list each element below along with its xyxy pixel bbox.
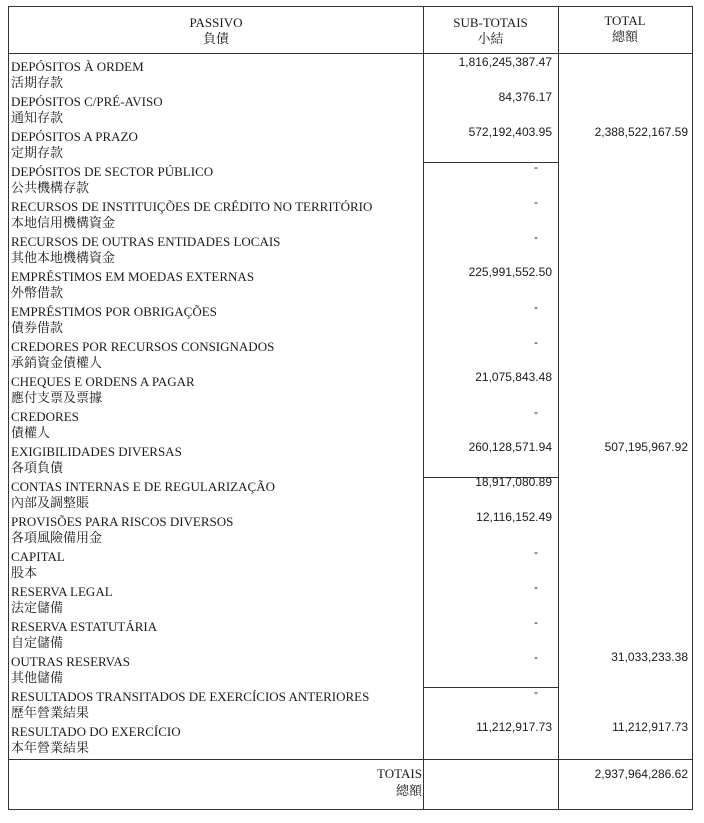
row-label-zh: 各項風險備用金: [11, 530, 103, 545]
table-row: [11, 374, 195, 406]
grand-total-value: 2,937,964,286.62: [594, 767, 688, 781]
row-label-pt: RESULTADOS TRANSITADOS DE EXERCÍCIOS ANTERIORES: [11, 689, 370, 704]
table-row: [11, 129, 138, 161]
row-label-pt: CHEQUES E ORDENS A PAGAR: [11, 374, 195, 389]
totals-rule: [9, 759, 692, 760]
row-total-value: 31,033,233.38: [611, 650, 688, 664]
table-row: [11, 444, 182, 476]
row-subtotal-value: -: [534, 195, 538, 209]
row-label-zh: 自定儲備: [11, 635, 64, 650]
table-row: [11, 549, 65, 581]
row-label-pt: PROVISÕES PARA RISCOS DIVERSOS: [11, 514, 234, 529]
table-row: [11, 234, 280, 266]
row-label-zh: 公共機構存款: [11, 180, 90, 195]
table-row: [11, 94, 163, 126]
row-subtotal-value: -: [534, 160, 538, 174]
row-subtotal-value: 21,075,843.48: [475, 370, 552, 384]
table-row: [11, 619, 157, 651]
row-label-zh: 通知存款: [11, 110, 64, 125]
table-row: [11, 199, 372, 231]
row-label-pt: CONTAS INTERNAS E DE REGULARIZAÇÃO: [11, 479, 276, 494]
header-passivo-zh: 負債: [202, 31, 229, 46]
row-label-zh: 各項負債: [11, 460, 64, 475]
table-row: [11, 339, 274, 371]
table-row: [11, 164, 213, 196]
row-label-pt: OUTRAS RESERVAS: [11, 654, 130, 669]
row-label-zh: 歷年營業結果: [11, 705, 90, 720]
row-label-zh: 應付支票及票據: [11, 390, 103, 405]
row-label-pt: DEPÓSITOS DE SECTOR PÚBLICO: [11, 164, 214, 179]
header-passivo-pt: PASSIVO: [189, 15, 243, 30]
row-label-pt: CAPITAL: [11, 549, 65, 564]
balance-sheet-table: [8, 6, 693, 810]
row-label-pt: RECURSOS DE OUTRAS ENTIDADES LOCAIS: [11, 234, 281, 249]
header-subtotais: [423, 15, 558, 47]
row-subtotal-value: -: [534, 405, 538, 419]
header-subtotais-pt: SUB-TOTAIS: [453, 15, 528, 30]
row-subtotal-value: -: [534, 580, 538, 594]
row-subtotal-value: -: [534, 685, 538, 699]
row-subtotal-value: -: [534, 650, 538, 664]
header-total-zh: 總額: [611, 29, 638, 44]
table-row: [11, 269, 254, 301]
table-row: [11, 479, 275, 511]
table-row: [11, 584, 113, 616]
row-label-pt: DEPÓSITOS À ORDEM: [11, 59, 144, 74]
row-subtotal-value: -: [534, 230, 538, 244]
row-subtotal-value: -: [534, 300, 538, 314]
row-label-zh: 其他儲備: [11, 670, 64, 685]
row-label-zh: 定期存款: [11, 145, 64, 160]
header-total: [558, 13, 692, 45]
row-total-value: 11,212,917.73: [612, 720, 688, 734]
row-label-zh: 活期存款: [11, 75, 64, 90]
table-row: [11, 654, 130, 686]
row-total-value: 507,195,967.92: [604, 440, 688, 454]
row-subtotal-value: 260,128,571.94: [468, 440, 552, 454]
row-label-zh: 法定儲備: [11, 600, 64, 615]
row-subtotal-value: 572,192,403.95: [468, 125, 552, 139]
row-label-pt: EMPRÉSTIMOS POR OBRIGAÇÕES: [11, 304, 217, 319]
row-subtotal-value: -: [534, 545, 538, 559]
row-label-pt: RESERVA LEGAL: [11, 584, 113, 599]
row-label-zh: 內部及調整賬: [11, 495, 90, 510]
totals-label-zh: 總額: [395, 783, 422, 798]
row-subtotal-value: 18,917,080.89: [475, 475, 552, 489]
row-label-pt: CREDORES POR RECURSOS CONSIGNADOS: [11, 339, 275, 354]
row-label-zh: 股本: [11, 565, 38, 580]
header-subtotais-zh: 小結: [477, 31, 504, 46]
row-label-zh: 債券借款: [11, 320, 64, 335]
row-label-pt: RESERVA ESTATUTÁRIA: [11, 619, 158, 634]
row-subtotal-value: 11,212,917.73: [476, 720, 552, 734]
row-label-pt: EXIGIBILIDADES DIVERSAS: [11, 444, 182, 459]
row-label-pt: RECURSOS DE INSTITUIÇÕES DE CRÉDITO NO TERRITÓRIO: [11, 199, 373, 214]
row-subtotal-value: 84,376.17: [498, 90, 552, 104]
header-passivo: [9, 15, 423, 47]
row-total-value: 2,388,522,167.59: [594, 125, 688, 139]
row-label-zh: 債權人: [11, 425, 51, 440]
table-row: [11, 514, 233, 546]
row-label-pt: RESULTADO DO EXERCÍCIO: [11, 724, 181, 739]
totals-label: [377, 765, 422, 799]
totals-label-pt: TOTAIS: [377, 766, 422, 781]
row-label-zh: 外幣借款: [11, 285, 64, 300]
row-label-pt: EMPRÉSTIMOS EM MOEDAS EXTERNAS: [11, 269, 255, 284]
row-label-pt: DEPÓSITOS C/PRÉ-AVISO: [11, 94, 163, 109]
header-rule: [9, 53, 692, 54]
row-label-zh: 本地信用機構資金: [11, 215, 116, 230]
row-subtotal-value: 225,991,552.50: [468, 265, 552, 279]
row-subtotal-value: -: [534, 615, 538, 629]
table-row: [11, 304, 217, 336]
row-subtotal-value: 12,116,152.49: [476, 510, 552, 524]
header-total-pt: TOTAL: [604, 13, 646, 28]
row-label-zh: 其他本地機構資金: [11, 250, 116, 265]
row-label-pt: DEPÓSITOS A PRAZO: [11, 129, 138, 144]
row-label-zh: 本年營業結果: [11, 740, 90, 755]
row-label-zh: 承銷資金債權人: [11, 355, 103, 370]
table-row: [11, 59, 144, 91]
row-label-pt: CREDORES: [11, 409, 79, 424]
row-subtotal-value: -: [534, 335, 538, 349]
row-subtotal-value: 1,816,245,387.47: [458, 55, 552, 69]
table-row: [11, 409, 79, 441]
table-row: [11, 689, 369, 721]
table-row: [11, 724, 181, 756]
